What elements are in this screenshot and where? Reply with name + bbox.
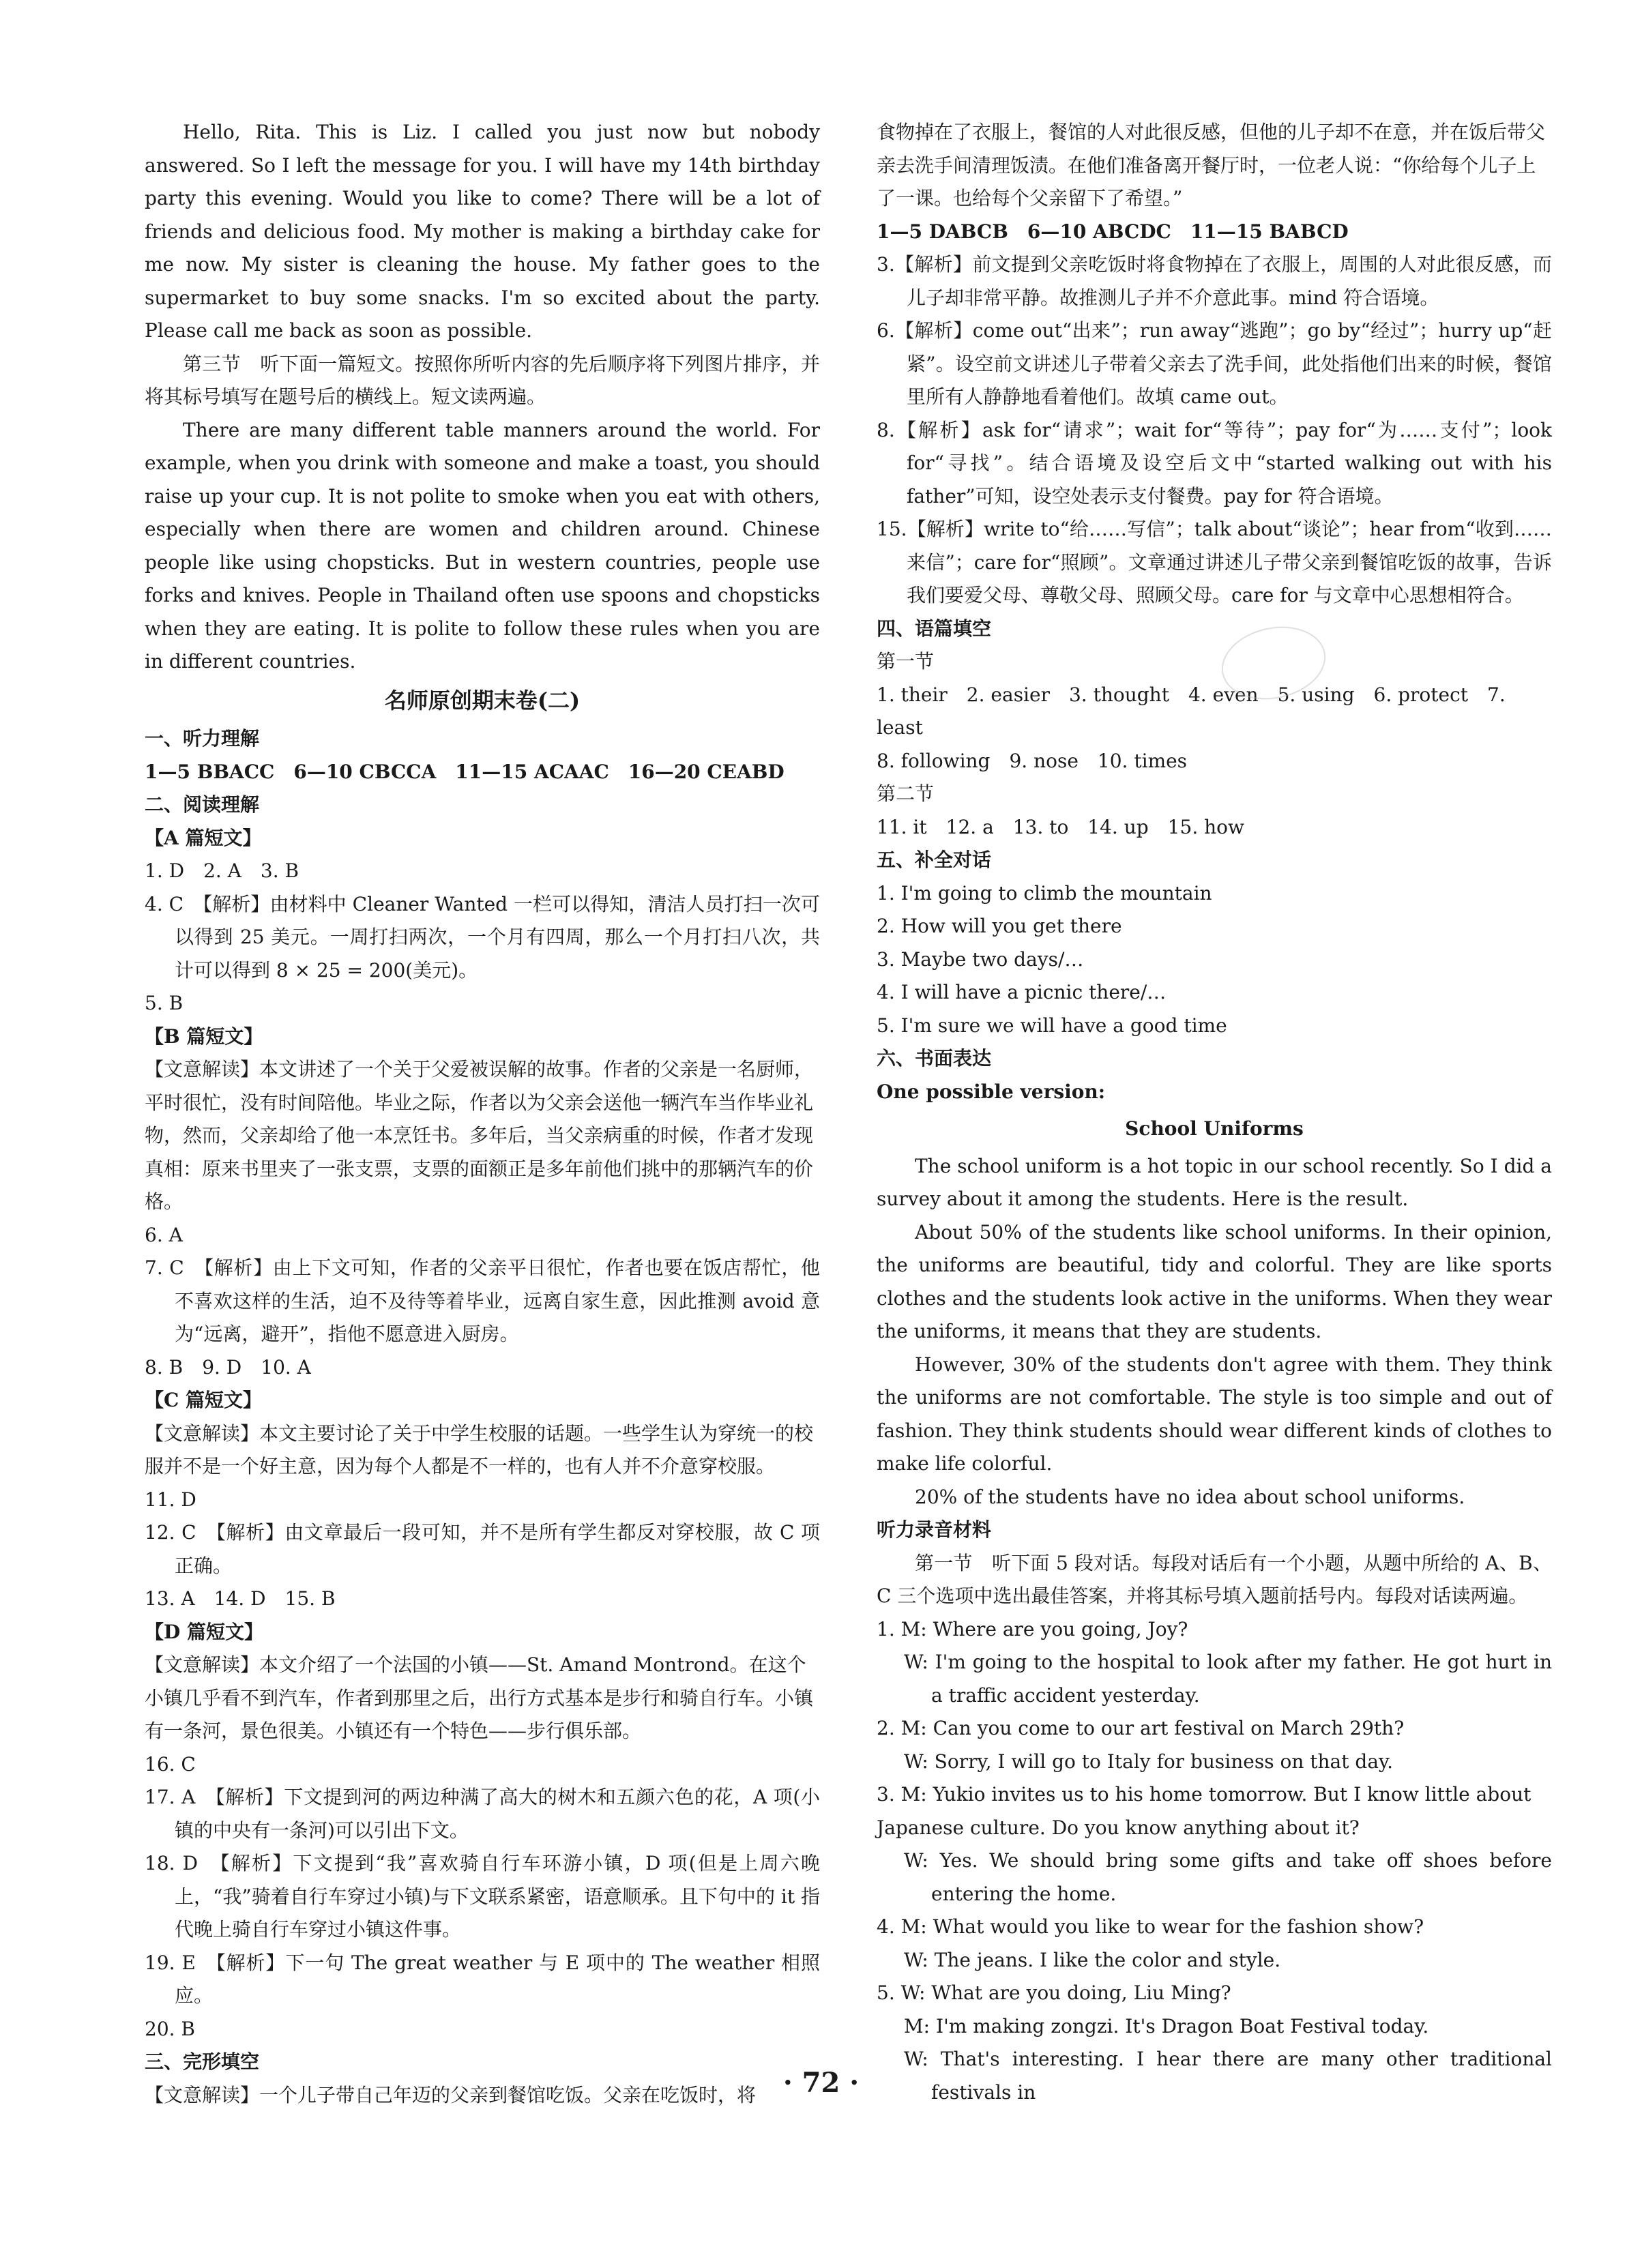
text-block: 11. D [145, 1488, 196, 1511]
text-block: 【C 篇短文】 [145, 1389, 263, 1411]
text-block: 17. A 【解析】下文提到河的两边种满了高大的树木和五颜六色的花，A 项(小镇的中央有一条河)可以引出下文。 [145, 1786, 820, 1842]
text-block: 4. C 【解析】由材料中 Cleaner Wanted 一栏可以得知，清洁人员打扫一次可以得到 25 美元。一周打扫两次，一个月有四周，那么一个月打扫八次，共计可以得到 8 × 25 = 200(美元)。 [145, 892, 820, 982]
text-block: However, 30% of the students don't agree with them. They think the uniforms are not comfortable. The style is too simple and out of fashion. They think students should wear different kinds of clothes to make life colorful. [877, 1353, 1552, 1475]
text-block: About 50% of the students like school uniforms. In their opinion, the uniforms are beautiful, tidy and colorful. They are like sports clothes and the students look active in the uniforms. When they wear the uniforms, it means that they are students. [877, 1220, 1552, 1342]
text-block: One possible version: [877, 1080, 1106, 1103]
text-block: 听力录音材料 [877, 1518, 992, 1541]
text-block: 【B 篇短文】 [145, 1025, 263, 1048]
text-block: 20% of the students have no idea about school uniforms. [915, 1485, 1465, 1508]
text-block: 四、语篇填空 [877, 617, 992, 640]
text-block: W: I'm going to the hospital to look after my father. He got hurt in a traffic accident yesterday. [904, 1651, 1552, 1707]
text-block: 20. B [145, 2017, 196, 2040]
text-block: 六、书面表达 [877, 1047, 992, 1070]
text-block: 1—5 DABCB 6—10 ABCDC 11—15 BABCD [877, 220, 1349, 243]
text-block: W: That's interesting. I hear there are many other traditional festivals in [904, 2048, 1552, 2104]
text-block: Hello, Rita. This is Liz. I called you just now but nobody answered. So I left the message for you. I will have my 14th birthday party this evening. Would you like to come? There will be a lot of friends and delicious food. My mother is making a birthday cake for me now. My sister is cleaning the house. My father goes to the supermarket to buy some snacks. I'm so excited about the party. Please call me back as soon as possible. [145, 121, 820, 342]
text-block: W: Yes. We should bring some gifts and take off shoes before entering the home. [904, 1849, 1552, 1905]
text-block: 二、阅读理解 [145, 793, 260, 816]
text-block: 5. I'm sure we will have a good time [877, 1014, 1227, 1037]
text-block: 第二节 [877, 782, 935, 805]
text-block: 1—5 BBACC 6—10 CBCCA 11—15 ACAAC 16—20 CEABD [145, 760, 785, 783]
text-block: 13. A 14. D 15. B [145, 1587, 336, 1610]
text-block: 【D 篇短文】 [145, 1620, 264, 1643]
text-block: 第一节 [877, 650, 935, 673]
text-block: 19. E 【解析】下一句 The great weather 与 E 项中的 The weather 相照应。 [145, 1951, 820, 2007]
text-block: 5. B [145, 992, 184, 1014]
text-block: 8.【解析】ask for“请求”；wait for“等待”；pay for“为……支付”；look for“寻找”。结合语境及设空后文中“started walking out with his father”可知，设空处表示支付餐费。pay for 符合语境。 [877, 418, 1552, 507]
text-block: 五、补全对话 [877, 849, 992, 871]
text-block: 【文意解读】本文讲述了一个关于父爱被误解的故事。作者的父亲是一名厨师，平时很忙，没有时间陪他。毕业之际，作者以为父亲会送他一辆汽车当作毕业礼物，然而，父亲却给了他一本烹饪书。多年后，当父亲病重的时候，作者才发现真相：原来书里夹了一张支票，支票的面额正是多年前他们挑中的那辆汽车的价格。 [145, 1058, 814, 1213]
text-block: 【文意解读】一个儿子带自己年迈的父亲到餐馆吃饭。父亲在吃饭时，将 [145, 2083, 757, 2106]
text-block: 3. M: Yukio invites us to his home tomorrow. But I know little about Japanese culture. Do you know anything about it? [877, 1783, 1531, 1839]
text-block: There are many different table manners around the world. For example, when you drink with someone and make a toast, you should raise up your cup. It is not polite to smoke when you eat with others, especially when there are women and children around. Chinese people like using chopsticks. But in western countries, people use forks and knives. People in Thailand often use spoons and chopsticks when they are eating. It is polite to follow these rules when you are in different countries. [145, 418, 820, 673]
right-column [877, 116, 1552, 2109]
text-block: 18. D 【解析】下文提到“我”喜欢骑自行车环游小镇，D 项(但是上周六晚上，“我”骑着自行车穿过小镇)与下文联系紧密，语意顺承。且下句中的 it 指代晚上骑自行车穿过小镇这件事。 [145, 1852, 820, 1941]
text-block: 【A 篇短文】 [145, 826, 262, 849]
text-block: 6.【解析】come out“出来”；run away“逃跑”；go by“经过”；hurry up“赶紧”。设空前文讲述儿子带着父亲去了洗手间，此处指他们出来的时候，餐馆里所有人静静地看着他们。故填 came out。 [877, 319, 1552, 408]
text-block: 1. D 2. A 3. B [145, 859, 299, 882]
text-block: 7. C 【解析】由上下文可知，作者的父亲平日很忙，作者也要在饭店帮忙，他不喜欢这样的生活，迫不及待等着毕业，远离自家生意，因此推测 avoid 意为“远离，避开”，指他不愿意进入厨房。 [145, 1256, 820, 1345]
text-block: 16. C [145, 1752, 196, 1776]
text-block: 一、听力理解 [145, 727, 260, 750]
text-block: M: I'm making zongzi. It's Dragon Boat Festival today. [904, 2014, 1429, 2037]
text-block: 3.【解析】前文提到父亲吃饭时将食物掉在了衣服上，周围的人对此很反感，而儿子却非常平静。故推测儿子并不介意此事。mind 符合语境。 [877, 253, 1552, 309]
text-block: 4. I will have a picnic there/… [877, 981, 1167, 1003]
text-block: 食物掉在了衣服上，餐馆的人对此很反感，但他的儿子却不在意，并在饭后带父亲去洗手间清理饭渍。在他们准备离开餐厅时，一位老人说：“你给每个儿子上了一课。也给每个父亲留下了希望。” [877, 121, 1546, 209]
text-block: 8. following 9. nose 10. times [877, 749, 1188, 772]
text-block: 1. M: Where are you going, Joy? [877, 1617, 1188, 1640]
text-block: 2. M: Can you come to our art festival on March 29th? [877, 1717, 1405, 1739]
text-block: 2. How will you get there [877, 915, 1122, 937]
text-block: W: The jeans. I like the color and style. [904, 1948, 1281, 1971]
text-block: 1. I'm going to climb the mountain [877, 881, 1212, 904]
text-block: 第三节 听下面一篇短文。按照你所听内容的先后顺序将下列图片排序，并将其标号填写在题号后的横线上。短文读两遍。 [145, 352, 820, 408]
text-block: 4. M: What would you like to wear for the fashion show? [877, 1915, 1424, 1938]
text-block: 5. W: What are you doing, Liu Ming? [877, 1982, 1231, 2004]
text-block: 8. B 9. D 10. A [145, 1355, 311, 1379]
text-block: 【文意解读】本文主要讨论了关于中学生校服的话题。一些学生认为穿统一的校服并不是一个好主意，因为每个人都是不一样的，也有人并不介意穿校服。 [145, 1422, 814, 1477]
text-block: 15.【解析】write to“给……写信”；talk about“谈论”；hear from“收到……来信”；care for“照顾”。文章通过讲述儿子带父亲到餐馆吃饭的故事，告诉我们要爱父母、尊敬父母、照顾父母。care for 与文章中心思想相符合。 [877, 518, 1552, 606]
text-block: 12. C 【解析】由文章最后一段可知，并不是所有学生都反对穿校服，故 C 项正确。 [145, 1521, 820, 1577]
text-block: 第一节 听下面 5 段对话。每段对话后有一个小题，从题中所给的 A、B、C 三个选项中选出最佳答案，并将其标号填入题前括号内。每段对话读两遍。 [877, 1551, 1552, 1607]
page-number: · 72 · [782, 2067, 860, 2099]
text-block: 3. Maybe two days/… [877, 947, 1084, 971]
text-block: 三、完形填空 [145, 2050, 260, 2073]
text-block: 1. their 2. easier 3. thought 4. even 5. using 6. protect 7. least [877, 683, 1506, 739]
text-block: The school uniform is a hot topic in our school recently. So I did a survey about it among the students. Here is the result. [877, 1154, 1552, 1210]
text-block: 11. it 12. a 13. to 14. up 15. how [877, 815, 1244, 838]
text-block: 【文意解读】本文介绍了一个法国的小镇——St. Amand Montrond。在这个小镇几乎看不到汽车，作者到那里之后，出行方式基本是步行和骑自行车。小镇有一条河，景色很美。小镇还有一个特色——步行俱乐部。 [145, 1653, 814, 1742]
left-column [145, 116, 820, 2112]
text-block: 6. A [145, 1223, 183, 1246]
text-block: W: Sorry, I will go to Italy for business on that day. [904, 1750, 1394, 1773]
text-block: School Uniforms [1125, 1117, 1304, 1140]
text-block: 名师原创期末卷(二) [384, 687, 581, 713]
